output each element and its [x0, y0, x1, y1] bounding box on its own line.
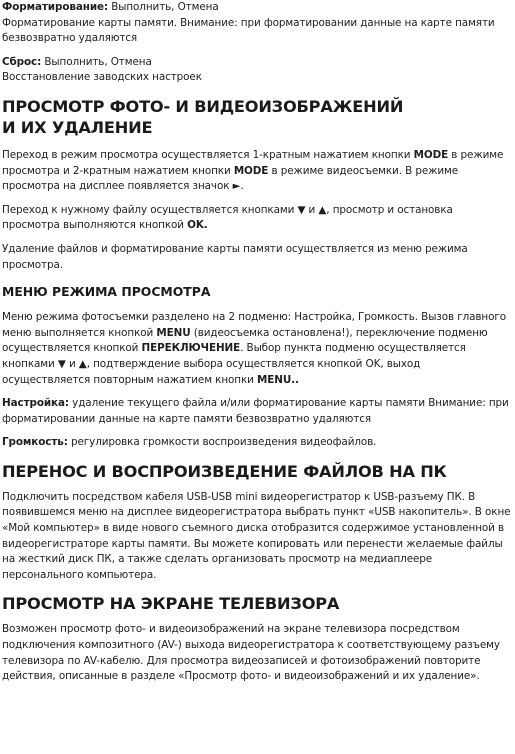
reset-value: Выполнить, Отмена — [41, 55, 152, 68]
reset-line — [2, 55, 511, 71]
view-paragraph-mode — [2, 148, 511, 195]
mode-key-label-2: MODE — [233, 164, 269, 177]
volume-text: регулировка громкости воспроизведения видеофайлов. — [67, 436, 377, 449]
view-section-heading — [2, 96, 511, 138]
pc-section-heading: ПЕРЕНОС И ВОСПРОИЗВЕДЕНИЕ ФАЙЛОВ НА ПК — [2, 461, 447, 481]
switch-key-label: ПЕРЕКЛЮЧЕНИЕ — [141, 342, 241, 355]
view-paragraph-delete: Удаление файлов и форматирование карты памяти осуществляется из меню режима просмотра. — [2, 242, 468, 271]
format-line — [2, 0, 511, 16]
view-paragraph-navigation — [2, 203, 511, 234]
format-description: Форматирование карты памяти. Внимание: при форматировании данные на карте памяти безвозвратно удаляются — [2, 16, 495, 45]
format-label: Форматирование: — [2, 1, 109, 13]
tv-section-heading: ПРОСМОТР НА ЭКРАНЕ ТЕЛЕВИЗОРА — [2, 594, 340, 614]
ok-key-label: OK. — [187, 219, 208, 232]
volume-paragraph — [2, 435, 511, 451]
view-heading-line2: И ИХ УДАЛЕНИЕ — [2, 117, 153, 137]
view-heading-line1: ПРОСМОТР ФОТО- И ВИДЕОИЗОБРАЖЕНИЙ — [2, 96, 404, 116]
view-p1-text-c: в режиме просмотра и 2-кратным нажатием кнопки — [2, 148, 504, 177]
view-p1-text-a: Переход в режим просмотра осуществляется 1-кратным нажатием кнопки — [2, 148, 414, 161]
settings-text: удаление текущего файла и/или форматирование карты памяти Внимание: при форматировании данные на карте памяти безвозвратно удаляются — [2, 397, 509, 425]
view-p2-text-a: Переход к нужному файлу осуществляется кнопками ▼ и ▲, просмотр и остановка просмотра выполняются кнопкой — [2, 203, 453, 232]
settings-paragraph — [2, 396, 511, 427]
menu-p1-text-a: Меню режима фотосъемки разделено на 2 подменю: Настройка, Громкость. Вызов главного меню выполняется кнопкой — [2, 311, 506, 339]
menu-p1-text-c: (видеосъемка остановлена!), переключение подменю осуществляется кнопкой — [2, 326, 488, 355]
pc-paragraph: Подключить посредством кабеля USB-USB mini видеорегистратор к USB-разъему ПК. В появившемся меню на дисплее видеорегистратора выбрать пункт «USB накопитель». В окне «Мой компьютер» в виде нового съемного диска отобразится содержимое установленной в видеорегистраторе карты памяти. Вы можете копировать или перенести желаемые файлы на жесткий диск ПК, а также сделать организовать просмотр на медиаплеере персонального компьютера. — [2, 490, 511, 581]
view-p1-text-d: в режиме видеосъемки. В режиме просмотра на дисплее появляется значок ►. — [2, 164, 459, 193]
tv-paragraph: Возможен просмотр фото- и видеоизображений на экране телевизора посредством подключения композитного (AV-) выхода видеорегистратора к соответствующему разъему телевизора по AV-кабелю. Для просмотра видеозаписей и фотоизображений повторите действия, описанные в разделе «Просмотр фото- и видеоизображений и их удаление». — [2, 623, 500, 683]
reset-label: Сброс: — [2, 55, 42, 68]
settings-label: Настройка: — [2, 397, 69, 410]
menu-key-label-2: MENU.. — [257, 373, 299, 386]
menu-paragraph — [2, 310, 511, 388]
menu-p1-text-d: . Выбор пункта подменю осуществляется кнопками ▼ и ▲, подтверждение выбора осуществляется кнопкой OK, выход осуществляется повторным нажатием кнопки — [2, 342, 466, 386]
format-value: Выполнить, Отмена — [108, 1, 219, 13]
volume-label: Громкость: — [2, 436, 68, 449]
menu-section-heading: МЕНЮ РЕЖИМА ПРОСМОТРА — [2, 284, 211, 300]
menu-key-label: MENU — [156, 326, 191, 339]
mode-key-label: MODE — [413, 148, 449, 161]
reset-description: Восстановление заводских настроек — [2, 71, 202, 84]
